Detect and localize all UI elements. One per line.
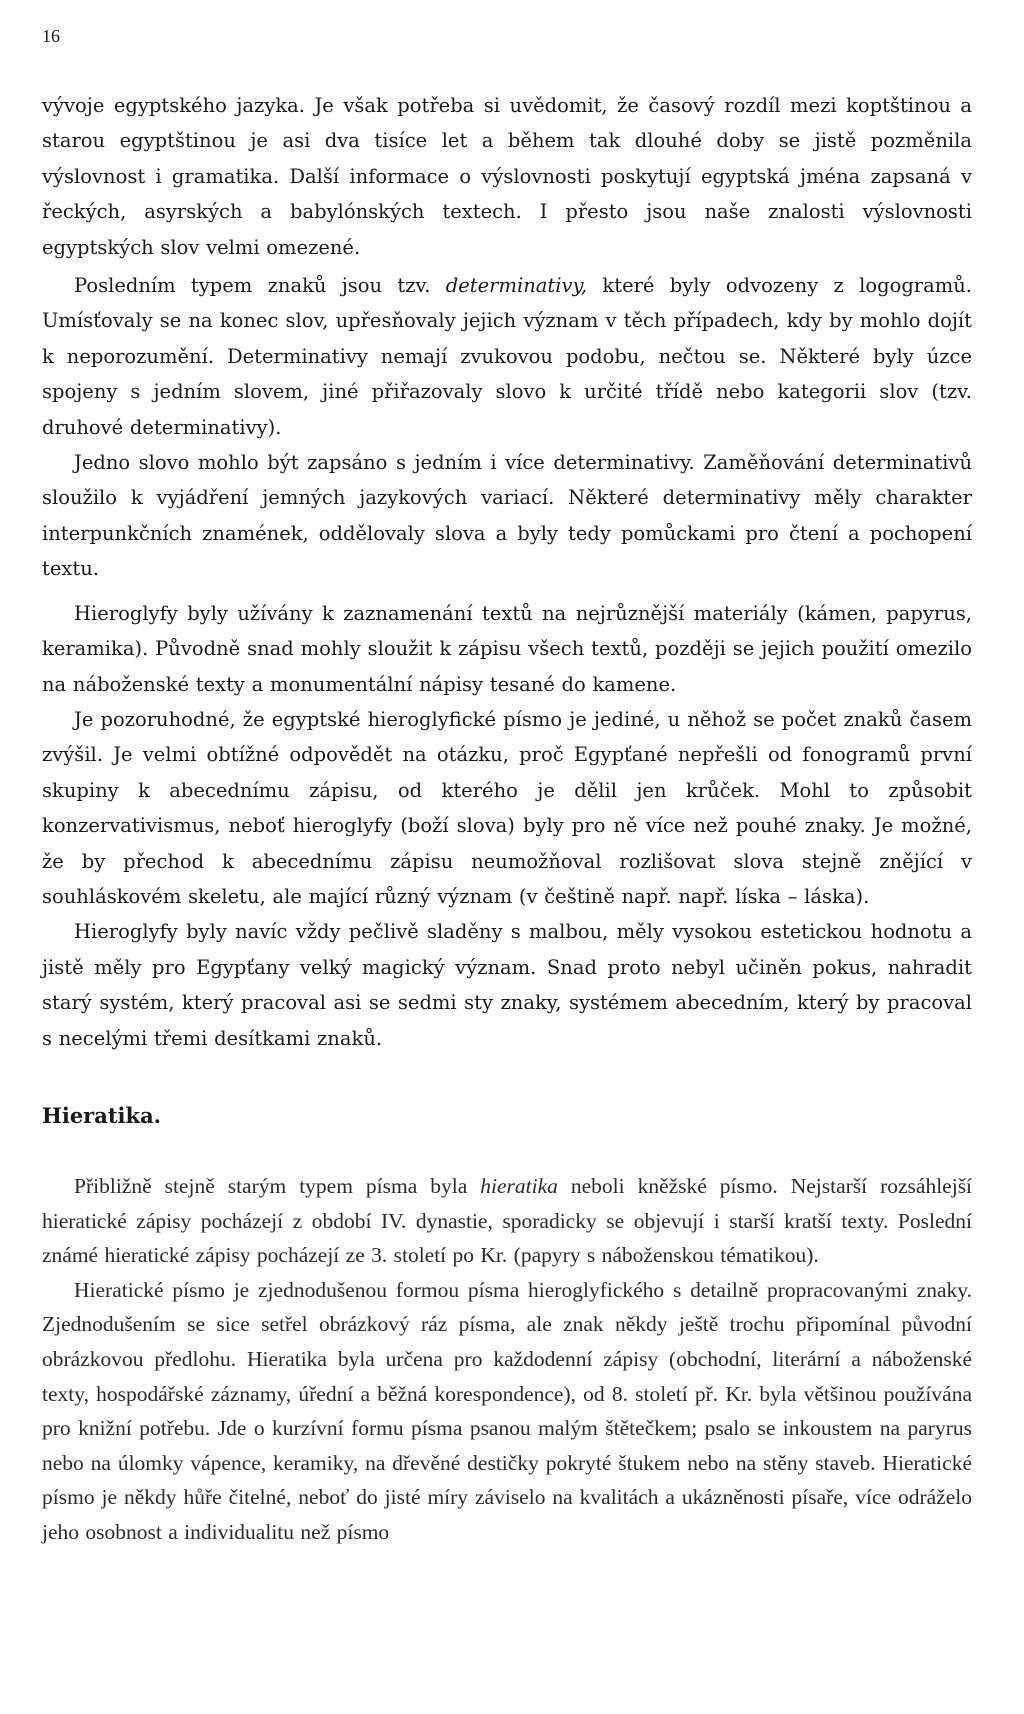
term-determinativy: determinativy, <box>445 274 588 298</box>
paragraph-hieratic-form: Hieratické písmo je zjednodušenou formou písma hieroglyfického s detailně propracovanými znaky. Zjednodušením se sice setřel obrázkový ráz písma, ale znak někdy ještě trochu připomínal původní obrázkovou předlohu. Hieratika byla určena pro každodenní zápisy (obchodní, literární a náboženské texty, hospodářské záznamy, úřední a běžná korespondence), od 8. století př. Kr. byla většinou používána pro knižní potřebu. Jde o kurzívní formu písma psanou malým štětečkem; psalo se inkoustem na paryrus nebo na úlomky vápence, keramiky, na dřevěné destičky pokryté štukem nebo na stěny staveb. Hieratické písmo je někdy hůře čitelné, neboť do jisté míry záviselo na kvalitách a ukázněnosti písaře, více odráželo jeho osobnost a individualitu než písmo <box>42 1277 972 1544</box>
paragraph-determinatives <box>42 268 972 445</box>
term-hieratika: hieratika <box>480 1173 558 1198</box>
body-text <box>42 88 972 1550</box>
section-heading: Hieratika. <box>42 1102 161 1128</box>
paragraph-text: Přibližně stejně starým typem písma byla <box>74 1173 468 1198</box>
paragraph-multiple-determinatives: Jedno slovo mohlo být zapsáno s jedním i více determinativy. Zaměňování determinativů sloužilo k vyjádření jemných jazykových variací. Některé determinativy měly charakter interpunkčních znamének, oddělovaly slova a byly tedy pomůckami pro čtení a pochopení textu. <box>42 451 972 581</box>
paragraph-text: které byly odvozeny z logogramů. Umísťovaly se na konec slov, upřesňovaly jejich význam v těch případech, kdy by mohlo dojít k neporozumění. Determinativy nemají zvukovou podobu, nečtou se. Některé byly úzce spojeny s jedním slovem, jiné přiřazovaly slovo k určité třídě nebo kategorii slov (tzv. druhové determinativy). <box>42 274 972 439</box>
paragraph-text: Posledním typem znaků jsou tzv. <box>74 274 431 298</box>
paragraph-text: neboli kněžské písmo. Nejstarší rozsáhlejší hieratické zápisy pocházejí z období IV. dynastie, sporadicky se objevují i starší kratší texty. Poslední známé hieratické zápisy pocházejí ze 3. století po Kr. (papyry s náboženskou tématikou). <box>42 1173 973 1268</box>
paragraph-sign-count: Je pozoruhodné, že egyptské hieroglyfické písmo je jediné, u něhož se počet znaků časem zvýšil. Je velmi obtížné odpovědět na otázku, proč Egypťané nepřešli od fonogramů první skupiny k abecednímu zápisu, od kterého je dělil jen krůček. Mohl to způsobit konzervativismus, neboť hieroglyfy (boží slova) byly pro ně více než pouhé znaky. Je možné, že by přechod k abecednímu zápisu neumožňoval rozlišovat slova stejně znějící v souhláskovém skeletu, ale mající různý význam (v češtině např. např. líska – láska). <box>42 707 972 908</box>
section-hieratic <box>42 1169 972 1550</box>
paragraph-hieratic-intro <box>42 1169 972 1273</box>
page-number: 16 <box>42 26 60 46</box>
paragraph-materials: Hieroglyfy byly užívány k zaznamenání textů na nejrůznější materiály (kámen, papyrus, keramika). Původně snad mohly sloužit k zápisu všech textů, později se jejich použití omezilo na náboženské texty a monumentální nápisy tesané do kamene. <box>42 601 972 696</box>
paragraph-pronunciation: vývoje egyptského jazyka. Je však potřeba si uvědomit, že časový rozdíl mezi koptštinou a starou egyptštinou je asi dva tisíce let a během tak dlouhé doby se jistě pozměnila výslovnost i gramatika. Další informace o výslovnosti poskytují egyptská jména zapsaná v řeckých, asyrských a babylónských textech. I přesto jsou naše znalosti výslovnosti egyptských slov velmi omezené. <box>42 94 972 259</box>
paragraph-aesthetics: Hieroglyfy byly navíc vždy pečlivě sladěny s malbou, měly vysokou estetickou hodnotu a jistě měly pro Egypťany velký magický význam. Snad proto nebyl učiněn pokus, nahradit starý systém, který pracoval asi se sedmi sty znaky, systémem abecedním, který by pracoval s necelými třemi desítkami znaků. <box>42 920 972 1050</box>
